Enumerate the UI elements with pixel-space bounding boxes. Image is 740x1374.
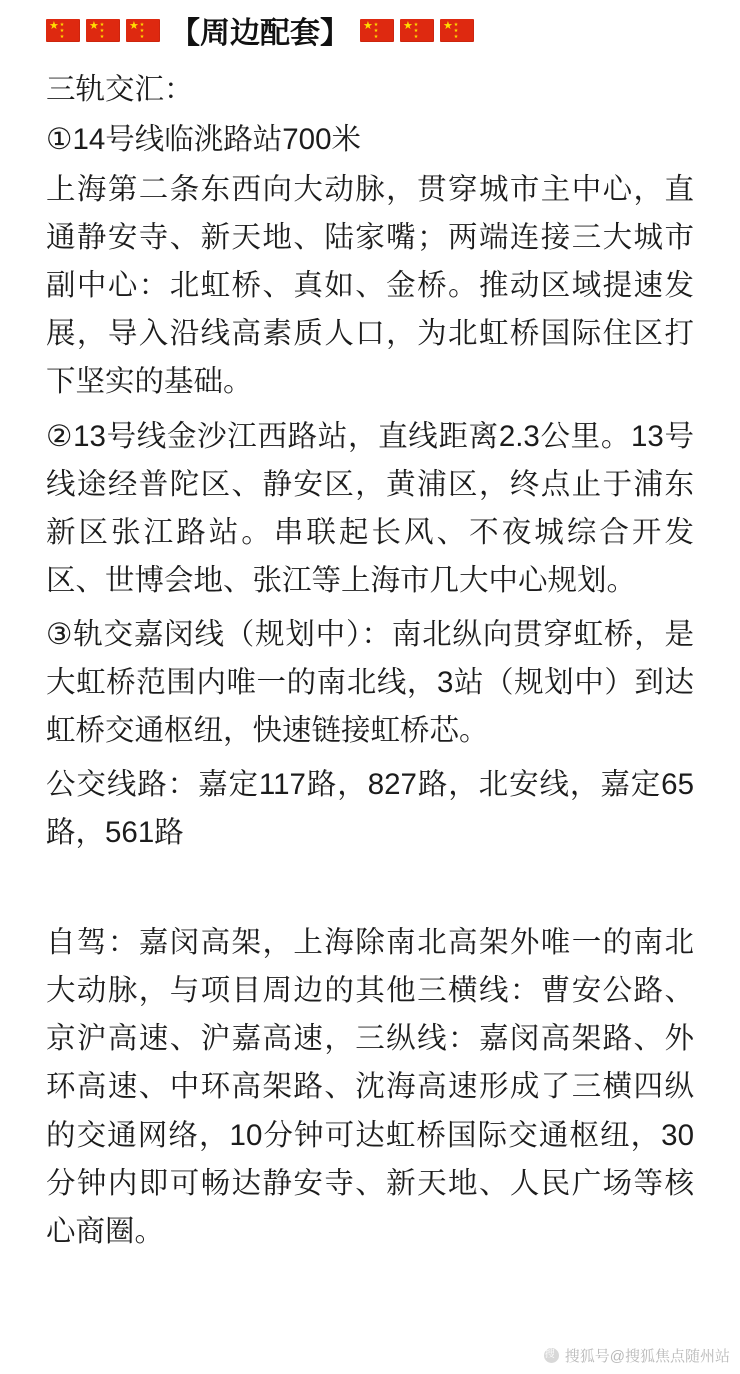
paragraph: 自驾：嘉闵高架，上海除南北高架外唯一的南北大动脉，与项目周边的其他三横线：曹安公路、京沪高速、沪嘉高速，三纵线：嘉闵高架路、外环高速、中环高架路、沈海高速形成了三横四纵的交通网络，10分钟可达虹桥国际交通枢纽，30分钟内即可畅达静安寺、新天地、人民广场等核心商圈。 xyxy=(46,926,694,1248)
sohu-logo-icon xyxy=(544,1348,559,1363)
watermark xyxy=(544,1345,730,1366)
china-flag-icon xyxy=(126,19,160,42)
paragraph: ①14号线临洮路站700米 xyxy=(46,123,361,157)
china-flag-icon xyxy=(360,19,394,42)
china-flag-icon xyxy=(86,19,120,42)
section-gap xyxy=(46,863,694,919)
section-heading xyxy=(46,0,694,66)
china-flag-icon xyxy=(400,19,434,42)
paragraph: 公交线路：嘉定117路，827路，北安线，嘉定65路，561路 xyxy=(46,768,694,850)
paragraph: 三轨交汇： xyxy=(46,73,194,106)
china-flag-icon xyxy=(46,19,80,42)
section-heading-text: 【周边配套】 xyxy=(170,17,350,50)
paragraph: ③轨交嘉闵线（规划中）：南北纵向贯穿虹桥，是大虹桥范围内唯一的南北线，3站（规划中）到达虹桥交通枢纽，快速链接虹桥芯。 xyxy=(46,617,694,748)
china-flag-icon xyxy=(440,19,474,42)
watermark-text: 搜狐号@搜狐焦点随州站 xyxy=(564,1348,730,1365)
paragraph: ②13号线金沙江西路站，直线距离2.3公里。13号线途经普陀区、静安区，黄浦区，终点止于浦东新区张江路站。串联起长风、不夜城综合开发区、世博会地、张江等上海市几大中心规划。 xyxy=(46,419,694,597)
paragraph: 上海第二条东西向大动脉，贯穿城市主中心，直通静安寺、新天地、陆家嘴；两端连接三大城市副中心：北虹桥、真如、金桥。推动区域提速发展，导入沿线高素质人口，为北虹桥国际住区打下坚实的基础。 xyxy=(46,173,694,399)
